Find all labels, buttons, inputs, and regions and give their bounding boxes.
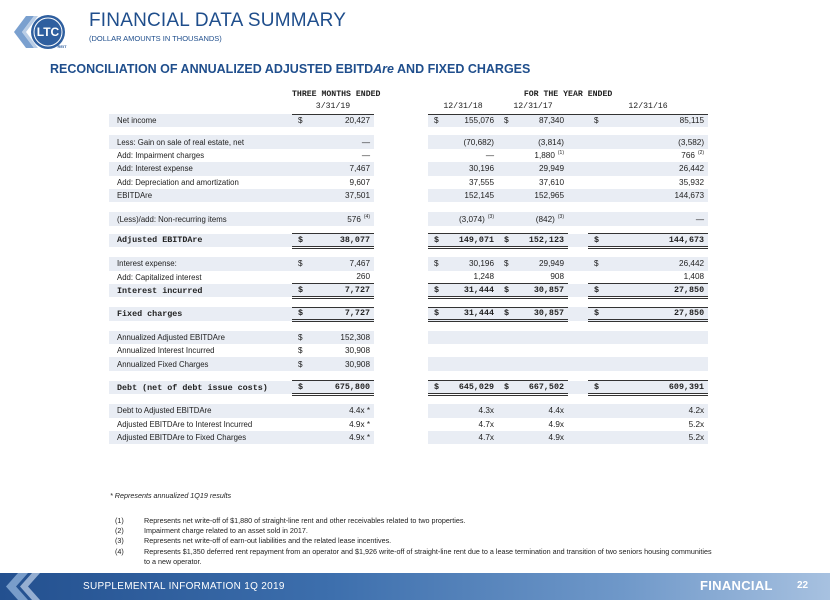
footnote: (3) Represents net write-off of earn-out liabilities and the related lease incentives. (115, 536, 392, 546)
page-title: FINANCIAL DATA SUMMARY (89, 10, 347, 31)
footer (0, 573, 830, 604)
col-header-3-31-19: 3/31/19 (292, 100, 374, 114)
table-row-fixed-charges: Fixed charges $ 7,727 $ 31,444 $ 30,857 $ 27,850 (109, 307, 708, 320)
annualized-note: * Represents annualized 1Q19 results (110, 491, 232, 500)
table-row-gain-on-sale: Less: Gain on sale of real estate, net — (70,682) (3,814) (3,582) (109, 135, 708, 148)
header-year-ended: FOR THE YEAR ENDED (523, 89, 613, 99)
header-three-months: THREE MONTHS ENDED (292, 89, 381, 99)
table-row-annualized-fixed: Annualized Fixed Charges $ 30,908 (109, 357, 708, 370)
page-number: 22 (797, 580, 809, 591)
table-row-interest-incurred: Interest incurred $ 7,727 $ 31,444 $ 30,857 $ 27,850 (109, 284, 708, 297)
footer-section-label: FINANCIAL (700, 578, 773, 593)
footnote: (1) Represents net write-off of $1,880 of straight-line rent and other receivables related to two properties. (115, 516, 466, 525)
page-subtitle: (DOLLAR AMOUNTS IN THOUSANDS) (89, 34, 222, 43)
table-row-interest-expense-2: Interest expense: $ 7,467 $ 30,196 $ 29,949 $ 26,442 (109, 257, 708, 270)
table-row-impairment: Add: Impairment charges — — 1,880 $^{(1)}$ 766 $^{(2)}$ (117, 150, 705, 161)
table-row-debt-to-ebitdare: Debt to Adjusted EBITDAre 4.4x * 4.3x 4.4x 4.2x (109, 404, 708, 417)
table-row-non-recurring: (Less)/add: Non-recurring items 576 $^{(4)}$ (3,074) $^{(3)}$ (842) $^{(3)}$ — (109, 212, 708, 225)
reconciliation-table (109, 88, 708, 444)
col-header-12-31-16: 12/31/16 (588, 100, 708, 114)
table-row-net-income: Net income $ 20,427 $ 155,076 $ 87,340 $ 85,115 (109, 114, 708, 127)
section-title: RECONCILIATION OF ANNUALIZED ADJUSTED EBITDAre AND FIXED CHARGES (50, 62, 531, 76)
table-row-capitalized-interest: Add: Capitalized interest 260 1,248 908 1,408 (117, 272, 705, 282)
footnote: (2) Impairment charge related to an asset sold in 2017. (115, 526, 308, 536)
footer-text: SUPPLEMENTAL INFORMATION 1Q 2019 (83, 581, 285, 592)
table-row-annualized-interest: Annualized Interest Incurred $ 30,908 (117, 346, 371, 356)
logo-subtext: REIT (57, 44, 67, 49)
table-row-adjusted-ebitdare: Adjusted EBITDAre $ 38,077 $ 149,071 $ 152,123 $ 144,673 (109, 234, 708, 247)
logo-text: LTC (36, 25, 60, 39)
table-row-debt: Debt (net of debt issue costs) $ 675,800 $ 645,029 $ 667,502 $ 609,391 (109, 381, 708, 394)
col-header-12-31-18: 12/31/18 (428, 100, 498, 114)
column-header-row (109, 100, 708, 114)
table-row-depreciation: Add: Depreciation and amortization 9,607 37,555 37,610 35,932 (117, 177, 705, 187)
table-row-ebitdare-to-fixed: Adjusted EBITDAre to Fixed Charges 4.9x * 4.7x 4.9x 5.2x (109, 431, 708, 444)
table-row-interest-expense: Add: Interest expense 7,467 30,196 29,949 26,442 (109, 162, 708, 175)
table-row-ebitdare-to-interest: Adjusted EBITDAre to Interest Incurred 4.9x * 4.7x 4.9x 5.2x (117, 419, 705, 429)
footnotes (109, 516, 719, 567)
footnote: (4) Represents $1,350 deferred rent repayment from an operator and $1,926 write-off of straight-line rent due to a lease termination and transition of two seniors housing communities to a new operator. (115, 546, 712, 566)
group-header-row (109, 88, 708, 100)
footer-chevron-icon (4, 573, 64, 600)
table-row-annualized-adj-ebitdare: Annualized Adjusted EBITDAre $ 152,308 (109, 331, 708, 344)
table-row-ebitdare: EBITDAre 37,501 152,145 152,965 144,673 (109, 189, 708, 202)
col-header-12-31-17: 12/31/17 (498, 100, 568, 114)
ltc-logo (10, 10, 72, 54)
